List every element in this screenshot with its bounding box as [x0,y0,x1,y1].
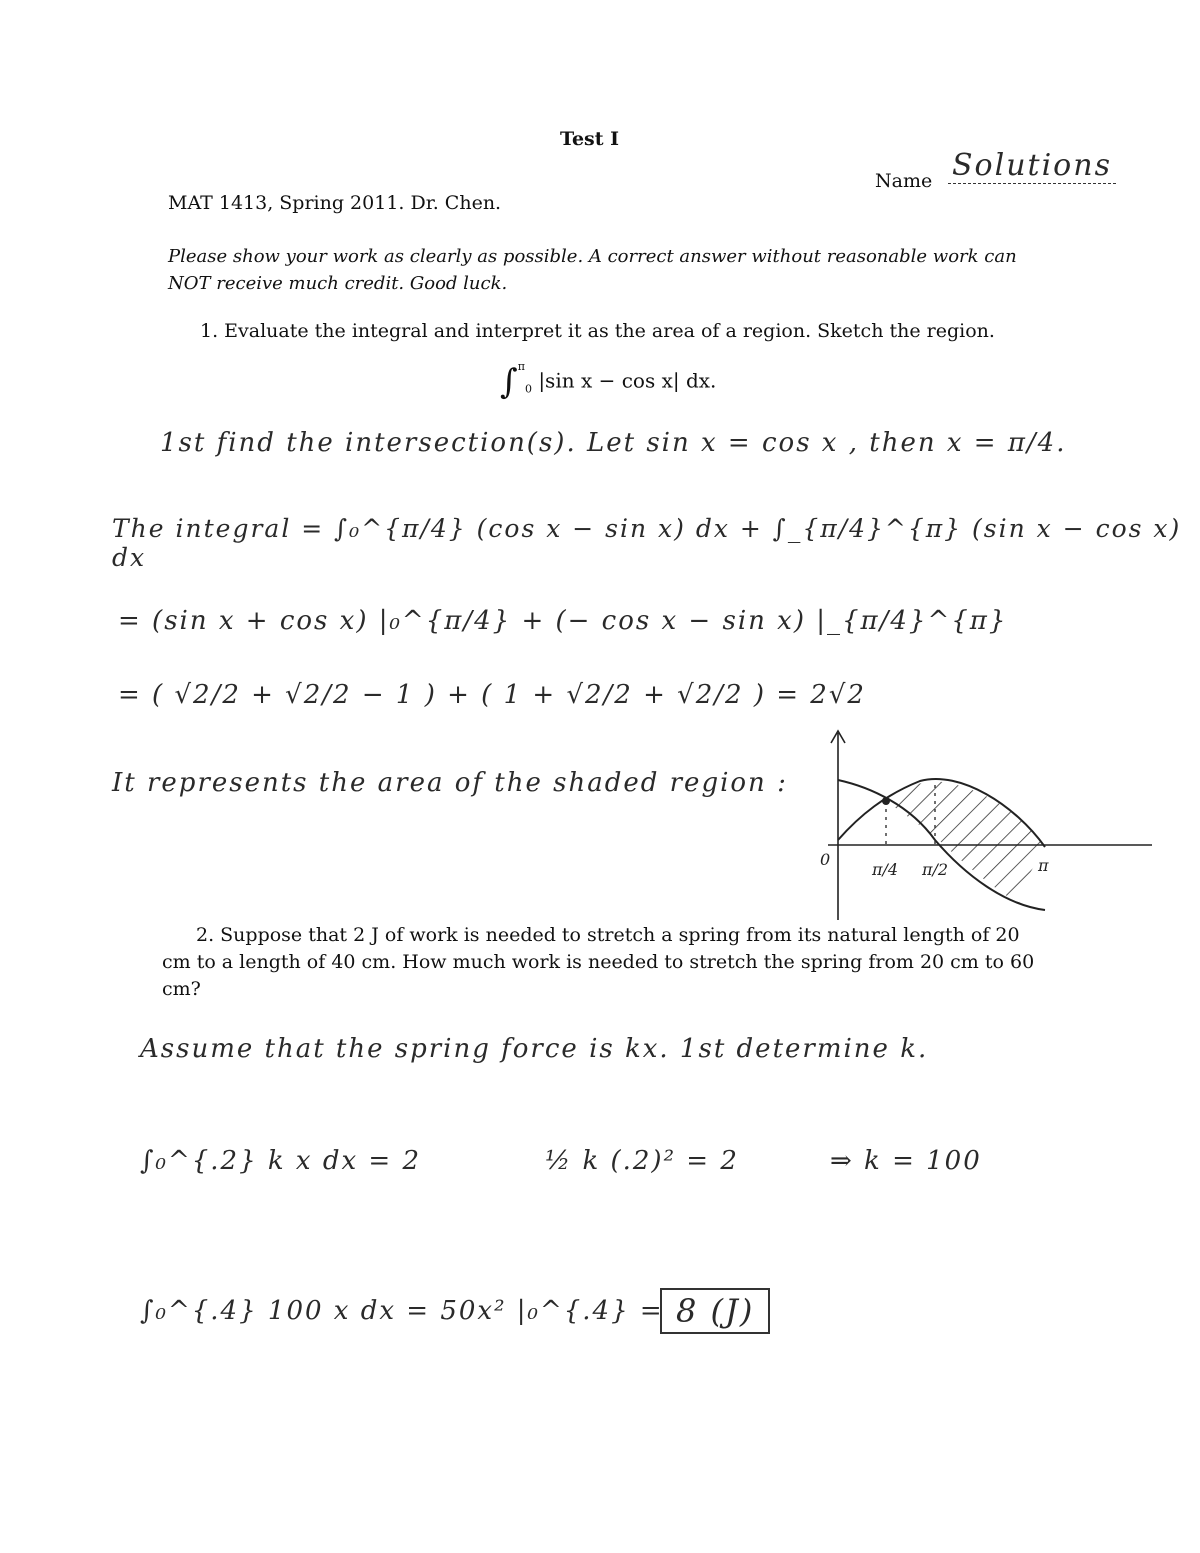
final-answer-box: 8 (J) [660,1288,770,1334]
name-label: Name [875,170,933,192]
problem-2-question: 2. Suppose that 2 J of work is needed to stretch a spring from its natural length of 20 cm to a length of 40 cm. How much work is needed to stretch the spring from 20 cm to 60 cm? [162,924,1035,1000]
integrand: |sin x − cos x| dx. [538,368,717,393]
tick-label-pi-over-4: π/4 [872,860,899,879]
p2-integral-2: ∫₀^{.4} 100 x dx = 50x² |₀^{.4} = [140,1296,664,1326]
page-title: Test I [560,128,620,150]
p1-solution-line-5: It represents the area of the shaded region : [112,768,788,798]
problem-1-integral [500,359,717,402]
p1-solution-line-2: The integral = ∫₀^{π/4} (cos x − sin x) dx + ∫_{π/4}^{π} (sin x − cos x) dx [112,514,1182,572]
p2-integral-1: ∫₀^{.2} k x dx = 2 [140,1146,422,1176]
origin-label: 0 [820,850,831,869]
name-value: Solutions [948,148,1116,184]
course-info: MAT 1413, Spring 2011. Dr. Chen. [168,192,502,214]
integral-symbol: ∫ [500,362,518,402]
tick-label-pi: π [1038,856,1049,875]
region-sketch [800,725,1180,925]
problem-1-question: 1. Evaluate the integral and interpret it as the area of a region. Sketch the region. [200,320,995,342]
p1-solution-line-4: = ( √2/2 + √2/2 − 1 ) + ( 1 + √2/2 + √2/2 ) = 2√2 [118,680,866,710]
intersection-point [882,797,890,805]
integral-lower-limit: 0 [524,382,532,396]
p1-solution-line-1: 1st find the intersection(s). Let sin x = cos x , then x = π/4. [160,428,1067,458]
p1-solution-line-3: = (sin x + cos x) |₀^{π/4} + (− cos x − sin x) |_{π/4}^{π} [118,606,1008,636]
p2-mid-step: ½ k (.2)² = 2 [545,1146,739,1176]
integral-upper-limit: π [517,359,525,373]
shaded-region [838,780,1045,905]
tick-label-pi-over-2: π/2 [922,860,949,879]
instructions: Please show your work as clearly as possible. A correct answer without reasonable work can NOT receive much credit. Good luck. [168,246,1017,294]
p2-solution-line-1: Assume that the spring force is kx. 1st determine k. [140,1034,929,1064]
p2-k-result: ⇒ k = 100 [830,1146,982,1176]
